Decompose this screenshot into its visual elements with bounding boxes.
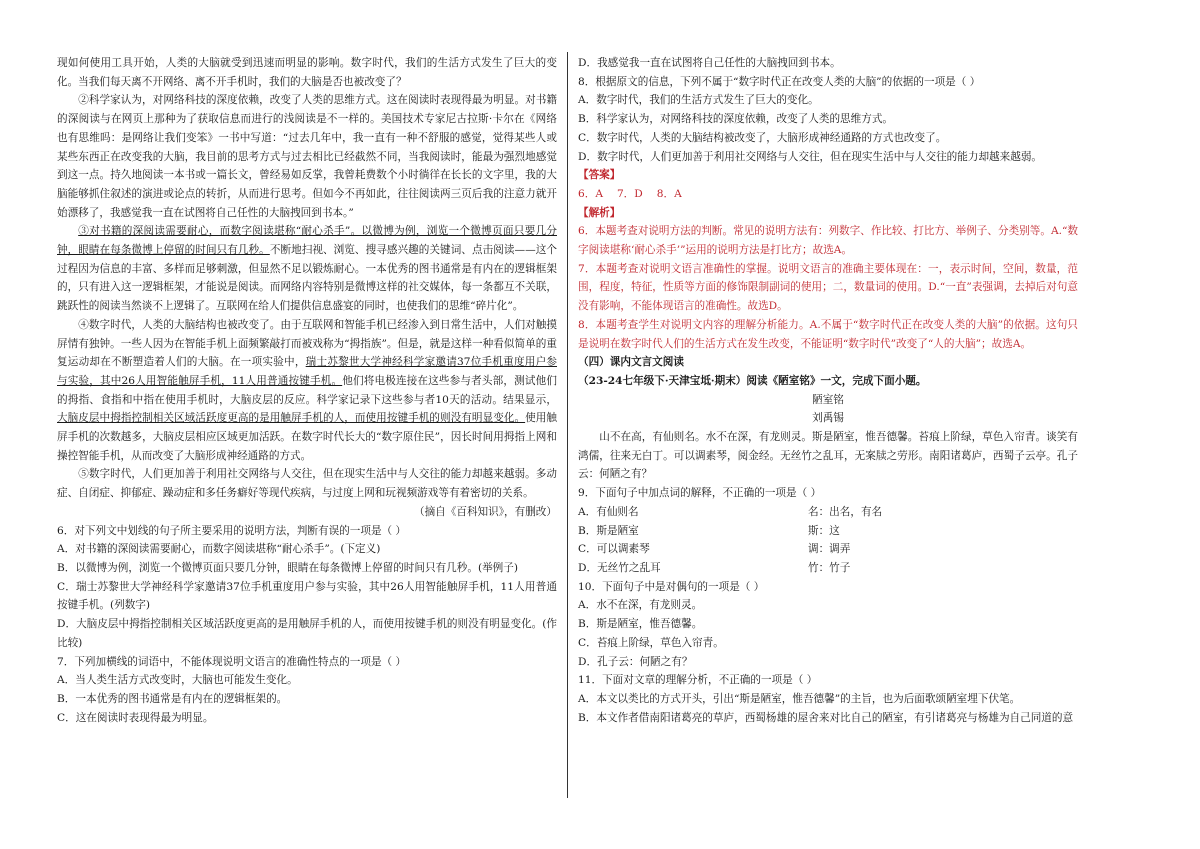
question-9-option-c: C．可以调素琴 调：调弄 [578, 543, 851, 556]
question-6: 6．对下列文中划线的句子所主要采用的说明方法，判断有误的一项是（ ） [57, 524, 407, 537]
question-8: 8．根据原文的信息，下列不属于“数字时代正在改变人类的大脑”的依据的一项是（ ） [578, 75, 981, 88]
underlined-sentence: ③对书籍的深阅读需要耐心，而数字阅读堪称“耐心杀手”。以微博为例，浏览一个微博页面只要几分钟，眼睛在每条微博上停留的时间只有几秒。 [57, 225, 557, 257]
passage-paragraph-1: 现如何使用工具开始，人类的大脑就受到迅速而明显的影响。数字时代，我们的生活方式发生了巨大的变化。当我们每天离不开网络、离不开手机时，我们的大脑是否也被改变了？ [57, 57, 557, 88]
underlined-sentence: 大脑皮层中拇指控制相关区域活跃度更高的是用触屏手机的人，而使用按键手机的则没有明显变化。 [57, 412, 526, 425]
underlined-sentence: 瑞士苏黎世大学神经科学家邀请37位手机重度用户参与实验，其中26人用智能触屏手机，11人用普通按键手机。 [57, 356, 558, 387]
question-6-option-c: C．瑞士苏黎世大学神经科学家邀请37位手机重度用户参与实验，其中26人用智能触屏手机，11人用普通按键手机。(列数字) [57, 580, 557, 612]
question-7-option-d: D．我感觉我一直在试图将自己任性的大脑拽回到书本。 [578, 57, 841, 69]
question-9: 9．下面句子中加点词的解释，不正确的一项是（ ） [578, 487, 822, 500]
answer-heading: 【答案】 [578, 169, 621, 182]
question-6-option-b: B．以微博为例，浏览一个微博页面只要几分钟，眼睛在每条微博上停留的时间只有几秒。(举例子) [57, 561, 518, 574]
question-7-option-c: C．这在阅读时表现得最为明显。 [57, 711, 214, 724]
analysis-7: 7．本题考查对说明文语言准确性的掌握。说明文语言的准确主要体现在：一，表示时间，空间，数量，范围，程度，特征，性质等方面的修饰限制副词的使用；二，数量词的使用。D.“一直”表强调，去掉后对句意没有影响，不能体现语言的准确性。故选D。 [578, 262, 1078, 313]
question-11-option-b: B．本文作者借南阳诸葛亮的草庐，西蜀杨雄的屋舍来对比自己的陋室，有引诸葛亮与杨雄为自己同道的意 [578, 711, 1074, 724]
poem-title: 陋室铭 [812, 393, 844, 406]
question-11-option-a: A．本文以类比的方式开头，引出“斯是陋室，惟吾德馨”的主旨，也为后面歌颂陋室埋下伏笔。 [578, 692, 1021, 705]
passage-paragraph-2: ②科学家认为，对网络科技的深度依赖，改变了人类的思维方式。这在阅读时表现得最为明显。对书籍的深阅读与在网页上那种为了获取信息而进行的浅阅读是不一样的。美国技术专家尼古拉斯·卡尔在《网络也有思维吗：是网络让我们变笨》一书中写道：“过去几年中，我一直有一种不舒服的感觉，觉得某些人或某些东西正在改变我的大脑，我目前的思考方式与过去相比已经截然不同，当我阅读时，能最为强烈地感觉到这一点。持久地阅读一本书或一篇长文，曾经易如反掌，我曾耗费数个小时徜徉在长长的文字里，我的大脑能够抓住叙述的演进或论点的转折，从而进行思考。但如今不再如此，往往阅读两三页后我的注意力就开始漂移了，我感觉我一直在试图将自己任性的大脑拽回到书本。” [57, 94, 557, 219]
question-10: 10．下面句子中是对偶句的一项是（ ） [578, 580, 765, 593]
question-8-option-a: A．数字时代，我们的生活方式发生了巨大的变化。 [578, 94, 819, 107]
question-8-option-d: D．数字时代，人们更加善于利用社交网络与人交往，但在现实生活中与人交往的能力却越来越弱。 [578, 150, 1043, 163]
poem-author: 刘禹锡 [812, 412, 844, 425]
question-10-option-d: D．孔子云：何陋之有？ [578, 655, 693, 668]
answer-key: 6．A 7．D 8．A [578, 187, 682, 200]
question-9-option-d: D．无丝竹之乱耳 竹：竹子 [578, 561, 851, 574]
question-11: 11．下面对文章的理解分析，不正确的一项是（ ） [578, 674, 818, 687]
passage-paragraph-4: ④数字时代，人类的大脑结构也被改变了。由于互联网和智能手机已经渗入到日常生活中，人们对触摸屏情有独钟。一些人因为在智能手机上面频繁敲打而被戏称为“拇指族”。但是，就是这样一种看似简单的重复运动却在不断塑造着人们的大脑。在一项实验中，瑞士苏黎世大学神经科学家邀请37位手机重度用户参与实验，其中26人用智能触屏手机，11人用普通按键手机。他们将电极连接在这些参与者头部，测试他们的拇指、食指和中指在使用手机时，大脑皮层的反应。科学家记录下这些参与者10天的活动。结果显示，大脑皮层中拇指控制相关区域活跃度更高的是用触屏手机的人，而使用按键手机的则没有明显变化。使用触屏手机的次数越多，大脑皮层相应区域更加活跃。在数字时代长大的“数字原住民”，因长时间用拇指上网和操控智能手机，从而改变了大脑形成神经通路的方式。 [57, 318, 558, 462]
question-8-option-b: B．科学家认为，对网络科技的深度依赖，改变了人类的思维方式。 [578, 113, 894, 126]
question-9-option-a: A．有仙则名 名：出名，有名 [578, 505, 883, 518]
passage-source: （摘自《百科知识》，有删改） [413, 505, 557, 518]
left-column [57, 54, 557, 727]
question-6-option-d: D．大脑皮层中拇指控制相关区域活跃度更高的是用触屏手机的人，而使用按键手机的则没有明显变化。(作比较) [57, 618, 557, 649]
poem-text: 山不在高，有仙则名。水不在深，有龙则灵。斯是陋室，惟吾德馨。苔痕上阶绿，草色入帘青。谈笑有鸿儒，往来无白丁。可以调素琴，阅金经。无丝竹之乱耳，无案牍之劳形。南阳诸葛庐，西蜀子云亭。孔子云：何陋之有？ [578, 431, 1078, 481]
question-7-option-a: A．当人类生活方式改变时，大脑也可能发生变化。 [57, 674, 298, 687]
passage-paragraph-5: ⑤数字时代，人们更加善于利用社交网络与人交往，但在现实生活中与人交往的能力却越来越弱。多动症、自闭症、抑郁症、躁动症和多任务癖好等现代疾病，与过度上网和玩视频游戏等有着密切的关系。 [57, 468, 557, 500]
question-6-option-a: A．对书籍的深阅读需要耐心，而数字阅读堪称“耐心杀手”。(下定义) [57, 543, 381, 556]
right-column [578, 54, 1078, 727]
analysis-8: 8．本题考查学生对说明文内容的理解分析能力。A.不属于“数字时代正在改变人类的大脑”的依据。这句只是说明在数字时代人们的生活方式在发生改变，不能证明“数字时代”改变了“人的大脑”；故选A。 [578, 318, 1078, 350]
question-7: 7．下列加横线的词语中，不能体现说明文语言的准确性特点的一项是（ ） [57, 655, 407, 668]
column-divider [567, 52, 568, 798]
analysis-6: 6．本题考查对说明方法的判断。常见的说明方法有：列数字、作比较、打比方、举例子、分类别等。A.“数字阅读堪称‘耐心杀手’”运用的说明方法是打比方；故选A。 [578, 225, 1078, 257]
question-10-option-b: B．斯是陋室，惟吾德馨。 [578, 618, 703, 631]
analysis-heading: 【解析】 [578, 206, 621, 219]
passage-paragraph-3: ③对书籍的深阅读需要耐心，而数字阅读堪称“耐心杀手”。以微博为例，浏览一个微博页面只要几分钟，眼睛在每条微博上停留的时间只有几秒。不断地扫视、浏览、搜寻感兴趣的关键词、点击阅读——这个过程因为信息的丰富、多样而足够刺激，但显然不足以锻炼耐心。一本优秀的图书通常是有内在的逻辑框架的，只有进入这一逻辑框架，才能说是阅读。而网络内容特别是微博这样的社交媒体，每一条都互不关联，跳跃性的阅读当然谈不上逻辑了。互联网在给人们提供信息盛宴的同时，也使我们的思维“碎片化”。 [57, 225, 558, 313]
question-8-option-c: C．数字时代，人类的大脑结构被改变了，大脑形成神经通路的方式也改变了。 [578, 131, 947, 144]
question-7-option-b: B．一本优秀的图书通常是有内在的逻辑框架的。 [57, 692, 288, 705]
question-10-option-a: A．水不在深，有龙则灵。 [578, 599, 703, 612]
question-9-option-b: B．斯是陋室 斯：这 [578, 524, 840, 537]
section-heading: （四）课内文言文阅读 [578, 356, 684, 369]
question-10-option-c: C．苔痕上阶绿，草色入帘青。 [578, 636, 724, 649]
reading-intro: （23-24七年级下·天津宝坻·期末）阅读《陋室铭》一文，完成下面小题。 [578, 374, 927, 387]
